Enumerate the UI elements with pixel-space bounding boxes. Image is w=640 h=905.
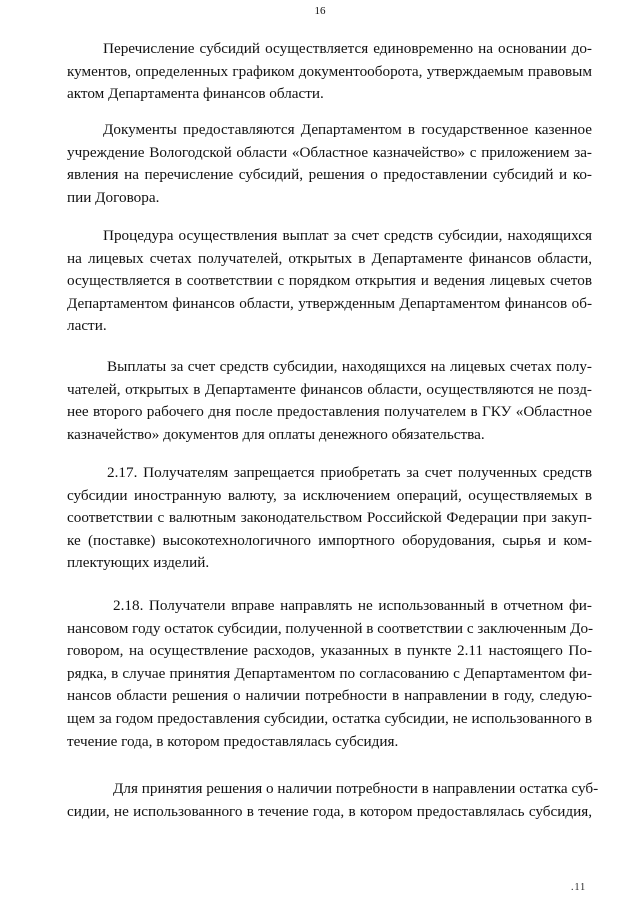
text-line: пии Договора. [67, 188, 160, 206]
text-line: 2.18. Получатели вправе направлять не использованный в отчетном фи- [113, 597, 592, 614]
paragraph-decision-on-remainder [67, 778, 599, 823]
text-line: осуществляется в соответствии с порядком открытия и ведения лицевых счетов [67, 272, 592, 290]
page-number: 16 [314, 5, 326, 17]
text-line: 2.17. Получателям запрещается приобретать за счет полученных средств [107, 464, 592, 481]
text-line: Документы предоставляются Департаментом в государственное казенное [103, 121, 592, 138]
paragraph-payment-deadline [67, 356, 592, 446]
text-line: плектующих изделий. [67, 554, 210, 572]
text-line: актом Департамента финансов области. [67, 85, 324, 103]
text-line: говором, на осуществление расходов, указанных в пункте 2.11 настоящего По- [67, 642, 592, 660]
text-line: субсидии иностранную валюту, за исключением операций, осуществляемых в [67, 486, 592, 504]
paragraph-clause-2-18 [67, 595, 592, 753]
text-line: явления на перечисление субсидий, решения о предоставлении субсидий и ко- [67, 166, 592, 184]
text-line: Процедура осуществления выплат за счет средств субсидии, находящихся [103, 227, 592, 244]
paragraph-documents-provided [67, 119, 592, 209]
text-line: ласти. [67, 317, 107, 335]
text-line: кументов, определенных графиком документооборота, утверждаемым правовым [67, 62, 592, 80]
text-line: соответствии с валютным законодательством Российской Федерации при закуп- [67, 509, 592, 527]
text-line: рядка, в случае принятия Департаментом по согласованию с Департаментом фи- [67, 664, 592, 682]
text-line: Департаментом финансов области, утвержденным Департаментом финансов об- [67, 294, 592, 312]
text-line: Выплаты за счет средств субсидии, находящихся на лицевых счетах полу- [107, 358, 592, 375]
paragraph-clause-2-17 [67, 462, 592, 575]
text-line: щем за годом предоставления субсидии, остатка субсидии, не использованного в [67, 709, 592, 727]
text-line: учреждение Вологодской области «Областное казначейство» с приложением за- [67, 143, 592, 161]
paragraph-transfer-of-subsidies [67, 38, 592, 106]
text-line: казначейство» документов для оплаты денежного обязательства. [67, 425, 485, 443]
text-line: чателей, открытых в Департаменте финансов области, осуществляются не позд- [67, 380, 592, 398]
text-line: Для принятия решения о наличии потребности в направлении остатка суб- [113, 780, 599, 797]
page-corner-mark: .11 [571, 882, 587, 893]
text-line: нансовом году остаток субсидии, полученной в соответствии с заключенным До- [67, 619, 594, 637]
text-line: нансов области решения о наличии потребности в направлении в году, следую- [67, 687, 592, 705]
text-line: ке (поставке) высокотехнологичного импортного оборудования, сырья и ком- [67, 531, 592, 549]
text-line: Перечисление субсидий осуществляется единовременно на основании до- [103, 40, 592, 57]
text-line: нее второго рабочего дня после предоставления получателем в ГКУ «Областное [67, 403, 592, 421]
text-line: на лицевых счетах получателей, открытых в Департаменте финансов области, [67, 249, 592, 267]
text-line: течение года, в котором предоставлялась субсидия. [67, 732, 399, 750]
text-line: сидии, не использованного в течение года, в котором предоставлялась субсидия, [67, 802, 592, 820]
paragraph-payment-procedure [67, 225, 592, 338]
